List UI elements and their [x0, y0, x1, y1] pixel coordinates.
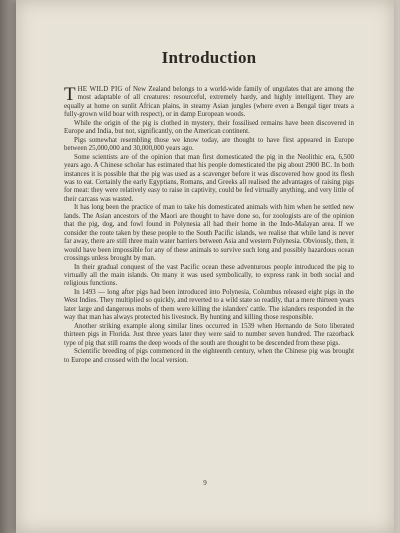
page-number: 9 — [203, 479, 207, 487]
paragraph-7: In 1493 — long after pigs had been introduced into Polynesia, Columbus released eight pigs in the West Indies. They multiplied so quickly, and reverted to a wild state so readily, that a mere thirteen years later large and dangerous mobs of them were killing the islanders' cattle. The islanders responded in the way that man has always protected his livestock. By hunting and killing those responsible. — [64, 288, 354, 322]
paragraph-5: It has long been the practice of man to take his domesticated animals with him when he settled new lands. The Asian ancestors of the Maori are thought to have done so, for zoologists are of the opinion that the pig, dog, and fowl found in Polynesia all had their home in the Indo-Malayan area. If we consider the route taken by these people to the South Pacific islands, we realise that while land is never far away, there are still three main water barriers between Asia and western Polynesia. Obviously, then, it would have been impossible for any of these animals to survive such long and possibly hazardous ocean crossings unless brought by man. — [64, 204, 354, 263]
page-title: Introduction — [161, 48, 257, 67]
paragraph-1-text: of New Zealand belongs to a world-wide family of ungulates that are among the most adaptable of all creatures: resourceful, extremely hardy, and highly intelligent. They are equally at home on sunlit African plains, in steamy Asian jungles (where even a Bengal tiger treats a fully-grown wild boar with respect), or in damp European woods. — [64, 86, 354, 119]
paragraph-1 — [64, 86, 354, 120]
book-page — [16, 0, 394, 533]
paragraph-8: Another striking example along similar lines occurred in 1539 when Hernando de Soto liberated thirteen pigs in Florida. Just three years later they were said to number seven hundred. The razorback type of pig that still roams the deep woods of the south are thought to be descended from these pigs. — [64, 322, 354, 347]
paragraph-6: In their gradual conquest of the vast Pacific ocean these adventurous people introduced the pig to virtually all the main islands. On many it was used symbolically, to express rank in both social and religious functions. — [64, 263, 354, 288]
page-content — [64, 48, 354, 365]
paragraph-4: Some scientists are of the opinion that man first domesticated the pig in the Neolithic era, 6,500 years ago. A Chinese scholar has estimated that his people domesticated the pig about 2900 BC. In both instances it is possible that the pig was used as a scavenger before it was discovered how good its flesh was to eat. Certainly the early Egyptians, Romans, and Greeks all realised the advantages of raising pigs for meat: they were relatively easy to raise in captivity, could be fed virtually anything, and very little of their carcass was wasted. — [64, 153, 354, 203]
paragraph-3: Pigs somewhat resembling those we know today, are thought to have first appeared in Europe between 25,000,000 and 30,000,000 years ago. — [64, 136, 354, 153]
paragraph-2: While the origin of the pig is clothed in mystery, their fossilised remains have been discovered in Europe and India, but not, significantly, on the American continent. — [64, 119, 354, 136]
paragraph-9: Scientific breeding of pigs commenced in the eighteenth century, when the Chinese pig was brought to Europe and crossed with the local version. — [64, 348, 354, 364]
body-text — [64, 86, 354, 365]
opening-words: HE WILD PIG — [77, 86, 123, 93]
drop-cap: T — [64, 84, 76, 105]
